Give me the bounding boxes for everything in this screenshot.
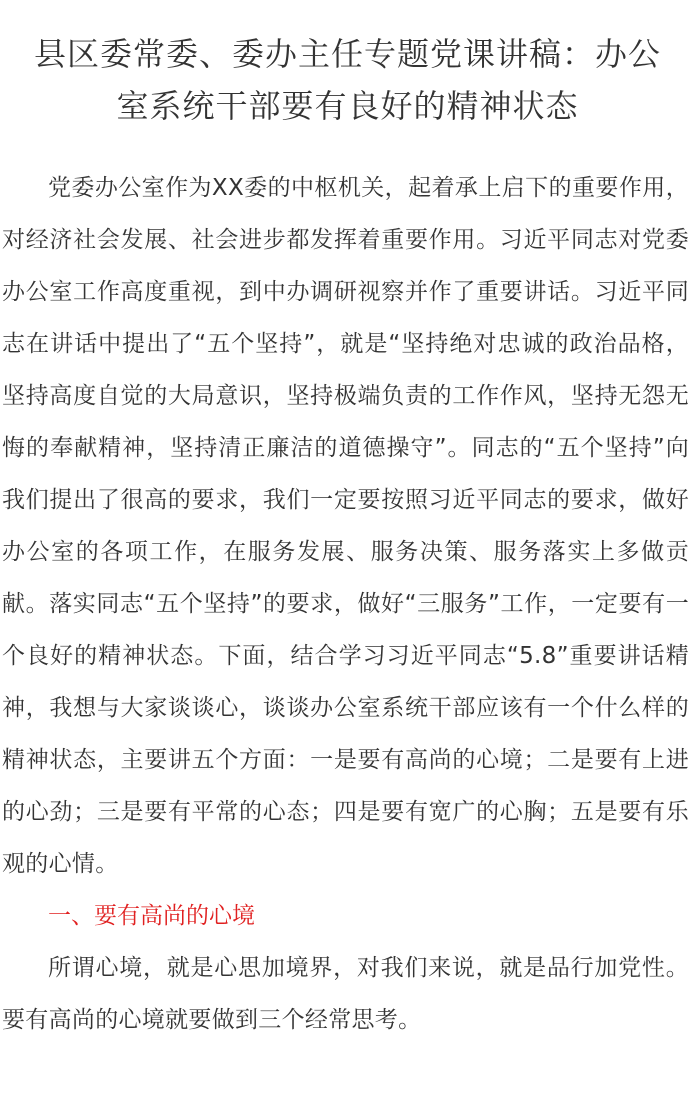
article-title-line2: 室系统干部要有良好的精神状态	[116, 87, 579, 125]
article-title	[0, 0, 693, 132]
article-body	[0, 162, 693, 1046]
intro-paragraph: 党委办公室作为XX委的中枢机关，起着承上启下的重要作用，对经济社会发展、社会进步都发挥着重要作用。习近平同志对党委办公室工作高度重视，到中办调研视察并作了重要讲话。习近平同志在讲话中提出了“五个坚持”，就是“坚持绝对忠诚的政治品格，坚持高度自觉的大局意识，坚持极端负责的工作作风，坚持无怨无悔的奉献精神，坚持清正廉洁的道德操守”。同志的“五个坚持”向我们提出了很高的要求，我们一定要按照习近平同志的要求，做好办公室的各项工作，在服务发展、服务决策、服务落实上多做贡献。落实同志“五个坚持”的要求，做好“三服务”工作，一定要有一个良好的精神状态。下面，结合学习习近平同志“5.8”重要讲话精神，我想与大家谈谈心，谈谈办公室系统干部应该有一个什么样的精神状态，主要讲五个方面：一是要有高尚的心境；二是要有上进的心劲；三是要有平常的心态；四是要有宽广的心胸；五是要有乐观的心情。	[2, 175, 689, 877]
article-title-line1: 县区委常委、委办主任专题党课讲稿：办公	[33, 35, 661, 73]
section-paragraph: 所谓心境，就是心思加境界，对我们来说，就是品行加党性。要有高尚的心境就要做到三个经常思考。	[2, 955, 689, 1033]
section-heading: 一、要有高尚的心境	[48, 903, 255, 929]
